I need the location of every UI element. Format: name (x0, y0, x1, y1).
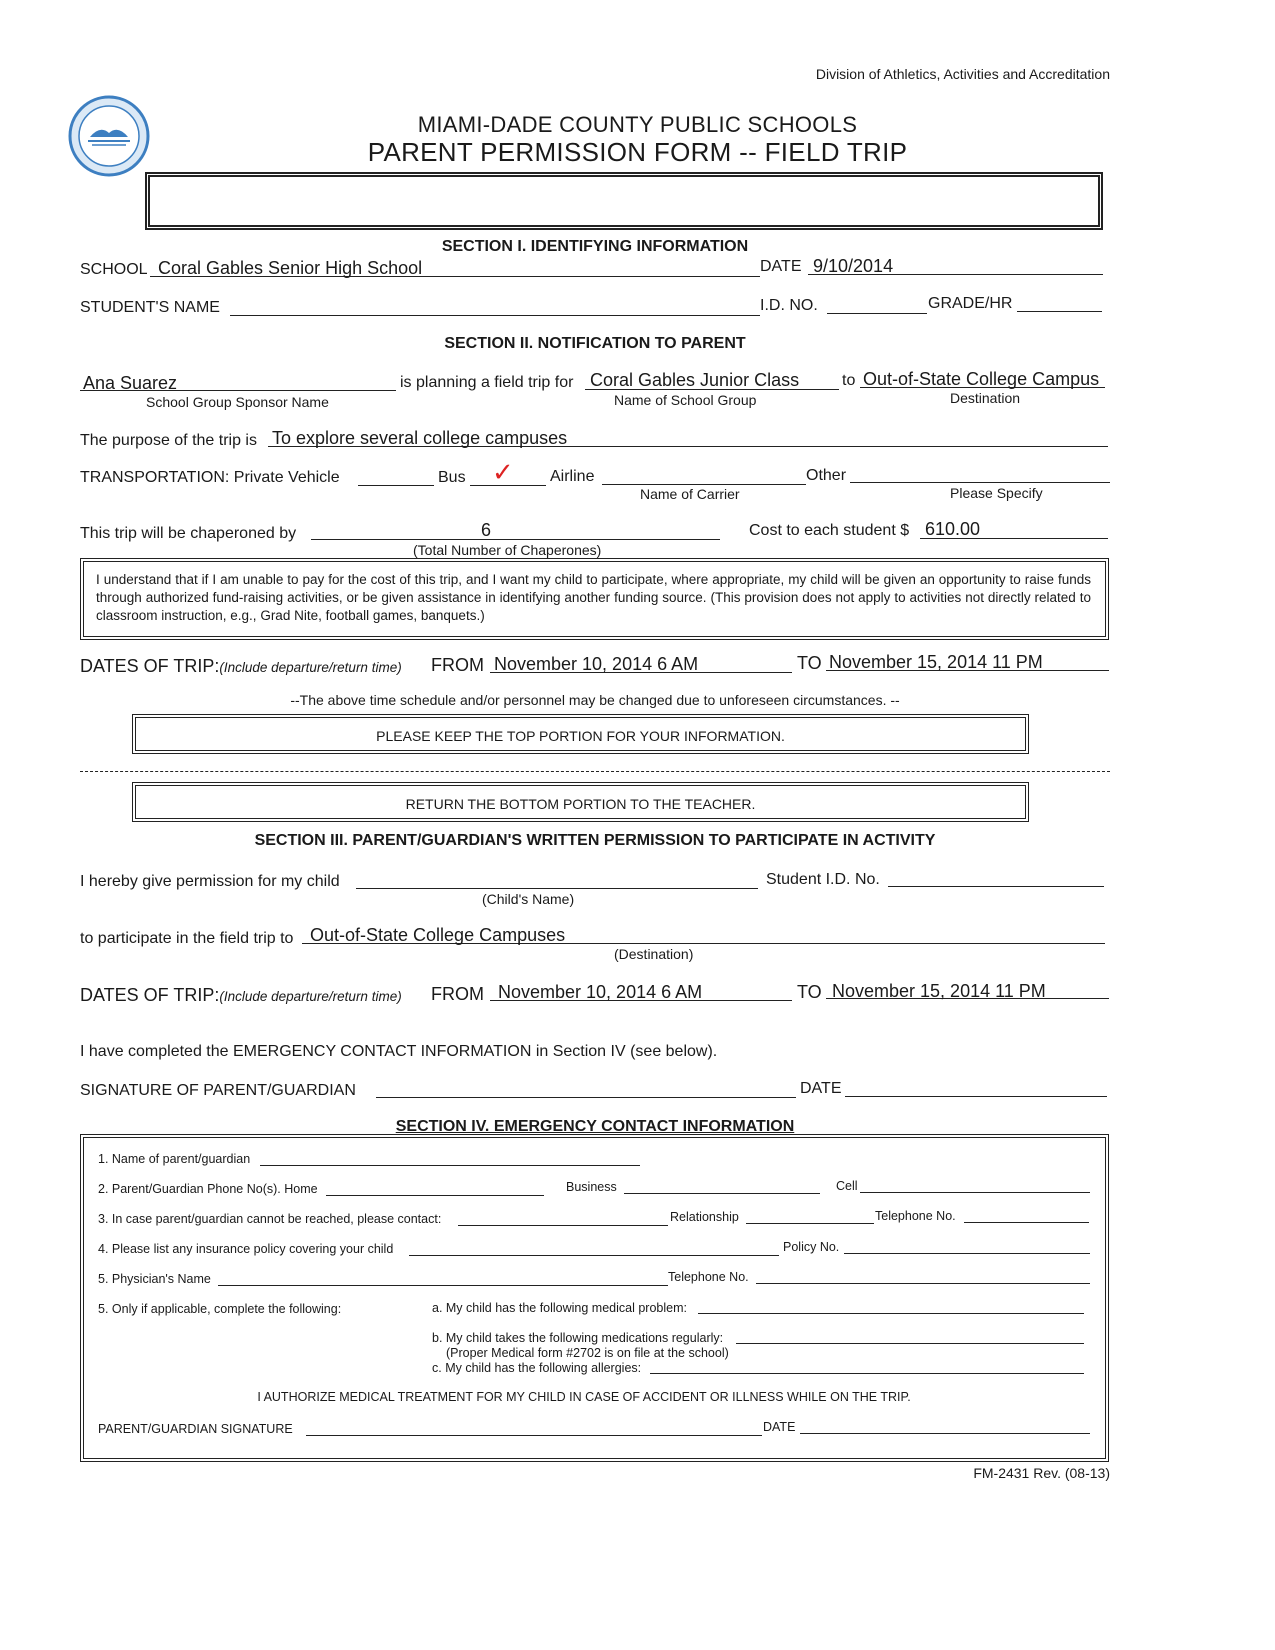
to-field[interactable]: November 15, 2014 11 PM (829, 652, 1043, 672)
applicable-label: 5. Only if applicable, complete the following: (98, 1302, 342, 1316)
id-field[interactable] (827, 313, 927, 314)
allergies-label: c. My child has the following allergies: (432, 1361, 642, 1375)
group-field[interactable]: Coral Gables Junior Class (590, 370, 800, 390)
keep-top-notice: PLEASE KEEP THE TOP PORTION FOR YOUR INFORMATION. (376, 728, 785, 744)
from3-label: FROM (431, 984, 484, 1004)
policy-label: Policy No. (783, 1240, 840, 1254)
school-field[interactable]: Coral Gables Senior High School (158, 258, 423, 278)
permission-label: I hereby give permission for my child (80, 873, 340, 890)
guardian-signature-field[interactable] (306, 1435, 762, 1436)
date-field[interactable]: 9/10/2014 (813, 256, 894, 276)
bus-label: Bus (438, 469, 466, 486)
business-phone-field[interactable] (624, 1193, 820, 1194)
other-label: Other (806, 467, 847, 484)
signature-label: SIGNATURE OF PARENT/GUARDIAN (80, 1082, 356, 1099)
form-number: FM-2431 Rev. (08-13) (973, 1465, 1110, 1481)
policy-field[interactable] (844, 1253, 1090, 1254)
medical-problem-field[interactable] (698, 1313, 1084, 1314)
guardian-date-label: DATE (763, 1420, 796, 1434)
physician-telephone-field[interactable] (756, 1283, 1090, 1284)
from-label: FROM (431, 655, 484, 675)
home-phone-label: 2. Parent/Guardian Phone No(s). Home (98, 1182, 318, 1196)
child-name-field[interactable] (356, 888, 758, 889)
transport-label: TRANSPORTATION: Private Vehicle (80, 469, 340, 486)
insurance-field[interactable] (409, 1255, 779, 1256)
completed-text: I have completed the EMERGENCY CONTACT INFORMATION in Section IV (see below). (80, 1043, 718, 1060)
emergency-box (80, 1134, 1109, 1462)
medications-field[interactable] (736, 1343, 1084, 1344)
signature-date-label: DATE (800, 1080, 842, 1097)
date-label: DATE (760, 258, 802, 275)
section1-heading: SECTION I. IDENTIFYING INFORMATION (441, 238, 749, 255)
destination3-caption: (Destination) (614, 946, 694, 962)
section2-heading: SECTION II. NOTIFICATION TO PARENT (444, 335, 746, 352)
planning-text: is planning a field trip for (400, 374, 574, 391)
cost-label: Cost to each student $ (749, 522, 910, 539)
physician-field[interactable] (218, 1285, 668, 1286)
chaperone-field[interactable]: 6 (480, 520, 491, 540)
destination-caption: Destination (950, 390, 1021, 406)
specify-caption: Please Specify (950, 485, 1043, 501)
student-name-field[interactable] (230, 315, 760, 316)
student-name-label: STUDENT'S NAME (80, 299, 220, 316)
org-name: MIAMI-DADE COUNTY PUBLIC SCHOOLS (417, 112, 858, 137)
bus-checkmark[interactable]: ✓ (492, 458, 514, 488)
physician-telephone-label: Telephone No. (668, 1270, 749, 1284)
relationship-field[interactable] (746, 1223, 874, 1224)
insurance-label: 4. Please list any insurance policy covering your child (98, 1242, 394, 1256)
sponsor-caption: School Group Sponsor Name (146, 394, 329, 410)
airline-field[interactable] (602, 484, 806, 485)
form-title: PARENT PERMISSION FORM -- FIELD TRIP (367, 137, 908, 167)
tear-line (80, 771, 1110, 772)
airline-label: Airline (550, 468, 595, 485)
allergies-field[interactable] (650, 1373, 1084, 1374)
private-vehicle-field[interactable] (358, 485, 434, 486)
authorize-text: I AUTHORIZE MEDICAL TREATMENT FOR MY CHILD IN CASE OF ACCIDENT OR ILLNESS WHILE ON THE TRIP. (257, 1390, 911, 1404)
dates-label: DATES OF TRIP: (80, 656, 220, 676)
guardian-signature-label: PARENT/GUARDIAN SIGNATURE (98, 1422, 293, 1436)
purpose-field[interactable]: To explore several college campuses (272, 428, 568, 448)
medications-label: b. My child takes the following medications regularly: (432, 1331, 724, 1345)
contact-field[interactable] (458, 1225, 668, 1226)
cell-phone-field[interactable] (860, 1192, 1090, 1193)
school-info-box (145, 172, 1103, 230)
id-label: I.D. NO. (760, 297, 818, 314)
student-id-label: Student I.D. No. (766, 871, 880, 888)
physician-label: 5. Physician's Name (98, 1272, 211, 1286)
section4-heading: SECTION IV. EMERGENCY CONTACT INFORMATION (395, 1118, 795, 1135)
destination-field[interactable]: Out-of-State College Campus (863, 369, 1100, 389)
grade-label: GRADE/HR (928, 295, 1013, 312)
business-label: Business (566, 1180, 617, 1194)
school-label: SCHOOL (80, 261, 148, 278)
dates-note: (Include departure/return time) (219, 660, 402, 675)
sponsor-field[interactable]: Ana Suarez (83, 373, 178, 393)
return-bottom-notice: RETURN THE BOTTOM PORTION TO THE TEACHER. (405, 796, 756, 812)
purpose-label: The purpose of the trip is (80, 432, 257, 449)
parent-name-field[interactable] (260, 1165, 640, 1166)
home-phone-field[interactable] (326, 1195, 544, 1196)
cell-label: Cell (836, 1179, 858, 1193)
dates3-label: DATES OF TRIP: (80, 985, 220, 1005)
division-label: Division of Athletics, Activities and Accreditation (815, 66, 1110, 82)
other-field[interactable] (850, 482, 1110, 483)
guardian-date-field[interactable] (800, 1433, 1090, 1434)
dates3-note: (Include departure/return time) (219, 989, 402, 1004)
contact-label: 3. In case parent/guardian cannot be reached, please contact: (98, 1212, 442, 1226)
child-caption: (Child's Name) (482, 891, 575, 907)
grade-field[interactable] (1017, 311, 1102, 312)
schedule-note: --The above time schedule and/or personnel may be changed due to unforeseen circumstances. -- (290, 692, 900, 708)
chaperone-caption: (Total Number of Chaperones) (413, 542, 602, 558)
to3-label: TO (797, 982, 822, 1002)
section3-heading: SECTION III. PARENT/GUARDIAN'S WRITTEN PERMISSION TO PARTICIPATE IN ACTIVITY (254, 832, 936, 849)
to-text: to (842, 372, 856, 389)
parent-name-label: 1. Name of parent/guardian (98, 1152, 251, 1166)
destination3-field[interactable]: Out-of-State College Campuses (310, 925, 566, 945)
chaperone-label: This trip will be chaperoned by (80, 525, 297, 542)
relationship-label: Relationship (670, 1210, 739, 1224)
signature-field[interactable] (376, 1097, 796, 1098)
carrier-caption: Name of Carrier (640, 486, 740, 502)
funding-notice: I understand that if I am unable to pay for the cost of this trip, and I want my child to participate, where appropriate, my child will be given an opportunity to raise funds through authorized fund-raising activities, or be given assistance in identifying another funding source. (This provision does not apply to activities not directly related to classroom instruction, e.g., Grad Nite, football games, banquets.) (96, 572, 1091, 623)
group-caption: Name of School Group (614, 392, 757, 408)
cost-field[interactable]: 610.00 (925, 519, 981, 539)
medical-problem-label: a. My child has the following medical problem: (432, 1301, 687, 1315)
participate-label: to participate in the field trip to (80, 930, 294, 947)
student-id-field[interactable] (888, 886, 1104, 887)
to3-field[interactable]: November 15, 2014 11 PM (832, 981, 1046, 1001)
contact-telephone-field[interactable] (964, 1222, 1089, 1223)
medical-form-note: (Proper Medical form #2702 is on file at the school) (446, 1346, 729, 1360)
to-label: TO (797, 653, 822, 673)
from-field[interactable]: November 10, 2014 6 AM (494, 654, 699, 674)
signature-date-field[interactable] (845, 1096, 1107, 1097)
contact-telephone-label: Telephone No. (875, 1209, 956, 1223)
from3-field[interactable]: November 10, 2014 6 AM (498, 982, 703, 1002)
